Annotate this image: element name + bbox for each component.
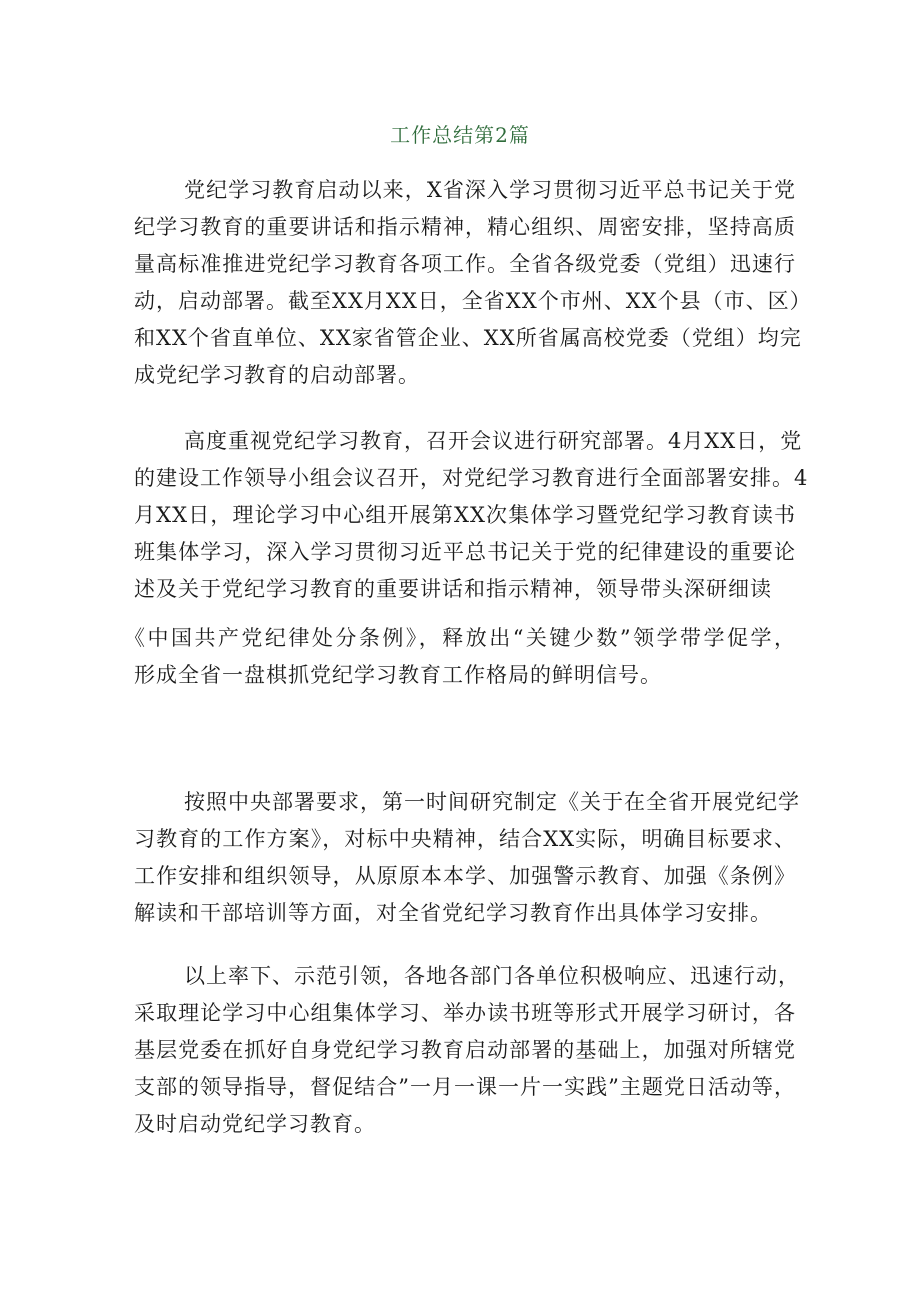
document-title: 工作总结第2篇 <box>390 123 530 147</box>
paragraph-line: 以上率下、示范引领，各地各部门各单位积极响应、迅速行动， <box>184 964 800 988</box>
paragraph-line: 习教育的工作方案》，对标中央精神，结合XX实际，明确目标要求、 <box>134 827 796 851</box>
paragraph-line: 支部的领导指导，督促结合”一月一课一片一实践”主题党日活动等， <box>134 1075 796 1099</box>
paragraph-line: 工作安排和组织领导，从原原本本学、加强警示教育、加强《条例》 <box>134 864 796 888</box>
paragraph-line: 基层党委在抓好自身党纪学习教育启动部署的基础上，加强对所辖党 <box>134 1038 796 1062</box>
paragraph-4 <box>134 958 800 1143</box>
paragraph-line: 形成全省一盘棋抓党纪学习教育工作格局的鲜明信号。 <box>134 663 662 687</box>
paragraph-line: 采取理论学习中心组集体学习、举办读书班等形式开展学习研讨，各 <box>134 1001 796 1025</box>
paragraph-2 <box>124 423 809 694</box>
paragraph-line: 月XX日，理论学习中心组开展第XX次集体学习暨党纪学习教育读书 <box>134 503 796 527</box>
paragraph-line: 和XX个省直单位、XX家省管企业、XX所省属高校党委（党组）均完 <box>134 326 802 350</box>
paragraph-line: 动，启动部署。截至XX月XX日，全省XX个市州、XX个县（市、区） <box>134 289 812 313</box>
paragraph-1 <box>134 172 812 394</box>
paragraph-line: 《中国共产党纪律处分条例》，释放出“关键少数”领学带学促学， <box>124 626 796 650</box>
paragraph-line: 量高标准推进党纪学习教育各项工作。全省各级党委（党组）迅速行 <box>134 252 796 276</box>
paragraph-line: 党纪学习教育启动以来，X省深入学习贯彻习近平总书记关于党 <box>184 178 796 202</box>
paragraph-line: 班集体学习，深入学习贯彻习近平总书记关于党的纪律建设的重要论 <box>134 540 796 564</box>
paragraph-line: 按照中央部署要求，第一时间研究制定《关于在全省开展党纪学 <box>184 790 800 814</box>
paragraph-line: 的建设工作领导小组会议召开，对党纪学习教育进行全面部署安排。4 <box>134 466 809 490</box>
paragraph-line: 解读和干部培训等方面，对全省党纪学习教育作出具体学习安排。 <box>134 901 772 925</box>
paragraph-line: 及时启动党纪学习教育。 <box>134 1112 376 1136</box>
paragraph-line: 纪学习教育的重要讲话和指示精神，精心组织、周密安排，坚持高质 <box>134 215 796 239</box>
paragraph-line: 高度重视党纪学习教育，召开会议进行研究部署。4月XX日，党 <box>184 429 803 453</box>
paragraph-line: 述及关于党纪学习教育的重要讲话和指示精神，领导带头深研细读 <box>134 577 772 601</box>
paragraph-3 <box>134 784 800 932</box>
paragraph-line: 成党纪学习教育的启动部署。 <box>134 363 420 387</box>
